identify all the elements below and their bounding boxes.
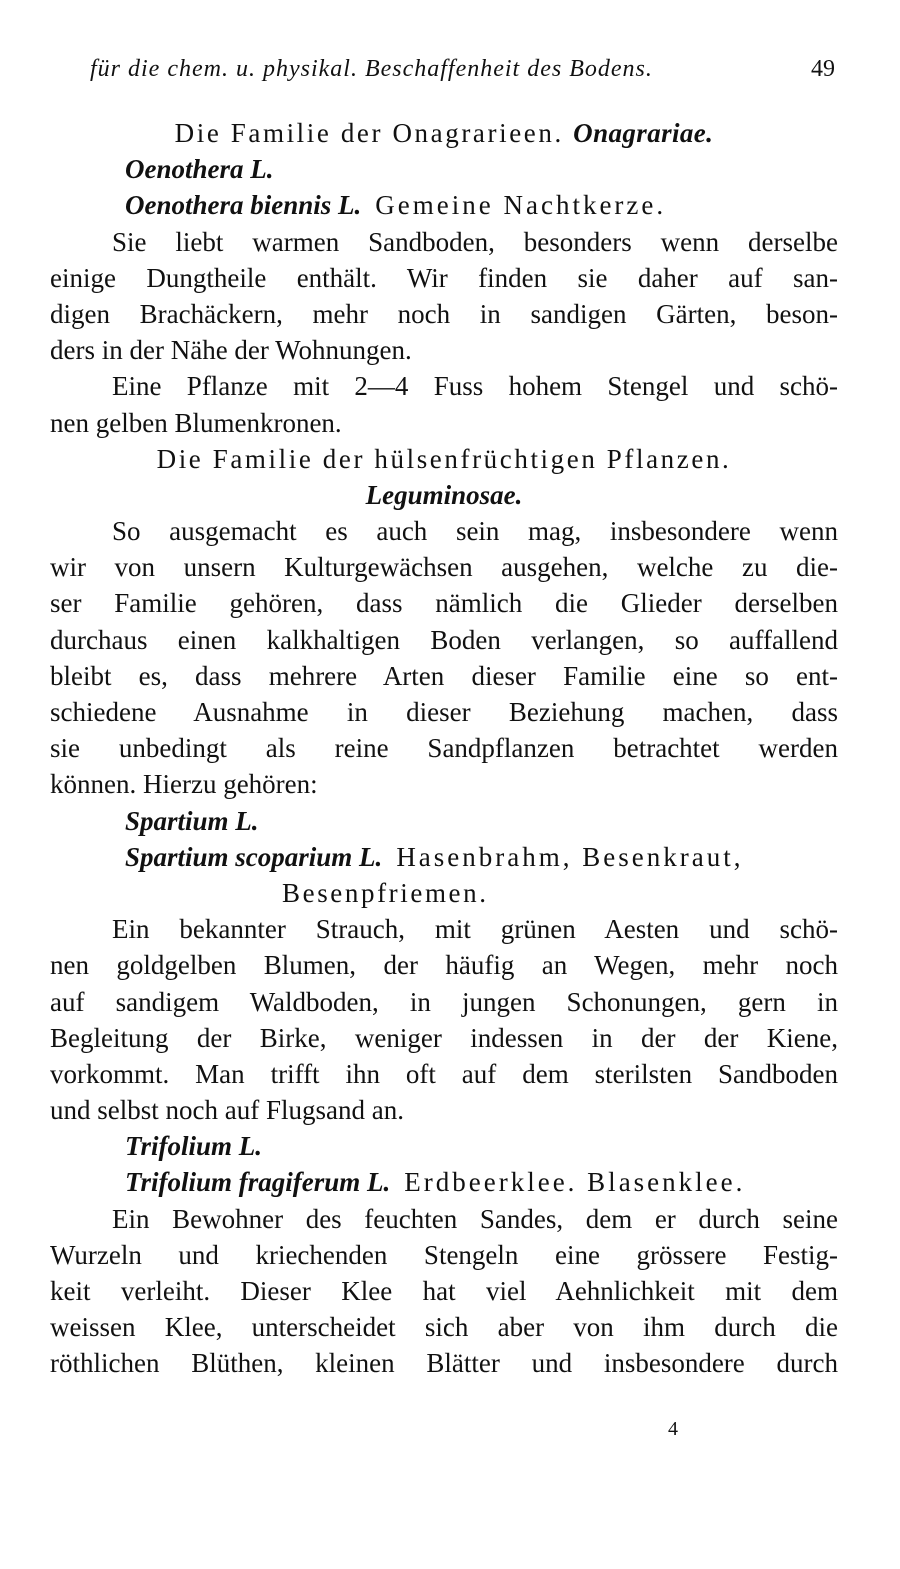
text-line: vorkommt. Man trifft ihn oft auf dem sterilsten Sandboden bbox=[50, 1058, 838, 1089]
text-line: Begleitung der Birke, weniger indessen in der der Kiene, bbox=[50, 1022, 838, 1053]
text-line: nen gelben Blumenkronen. bbox=[50, 407, 342, 438]
species-latin-name: Spartium scoparium L. bbox=[125, 841, 383, 872]
page-number: 49 bbox=[811, 56, 835, 82]
signature-mark: 4 bbox=[668, 1418, 678, 1440]
species-spartium-scoparium bbox=[50, 839, 838, 875]
text-line: können. Hierzu gehören: bbox=[50, 769, 318, 800]
body-text bbox=[50, 115, 838, 1382]
family-heading-onagrarieen bbox=[50, 115, 838, 151]
genus-trifolium: Trifolium L. bbox=[125, 1131, 263, 1162]
paragraph-spartium bbox=[50, 911, 838, 1128]
species-latin-name: Oenothera biennis L. bbox=[125, 190, 362, 221]
family-latin-name-leguminosae: Leguminosae. bbox=[365, 479, 523, 510]
text-line: Sie liebt warmen Sandboden, besonders wenn derselbe bbox=[112, 226, 838, 257]
text-line: Eine Pflanze mit 2—4 Fuss hohem Stengel und schö- bbox=[112, 371, 838, 402]
species-oenothera-biennis bbox=[50, 187, 838, 223]
paragraph-oenothera-habitat bbox=[50, 224, 838, 369]
species-trifolium-fragiferum bbox=[50, 1164, 838, 1200]
text-line: weissen Klee, unterscheidet sich aber von ihm durch die bbox=[50, 1312, 838, 1343]
species-common-name-continued: Besenpfriemen. bbox=[282, 877, 489, 908]
text-line: durchaus einen kalkhaltigen Boden verlangen, so auffallend bbox=[50, 624, 838, 655]
species-common-name: Hasenbrahm, Besenkraut, bbox=[396, 841, 744, 872]
text-line: auf sandigem Waldboden, in jungen Schonungen, gern in bbox=[50, 986, 838, 1017]
text-line: ser Familie gehören, dass nämlich die Glieder derselben bbox=[50, 588, 838, 619]
text-line: ders in der Nähe der Wohnungen. bbox=[50, 335, 412, 366]
text-line: einige Dungtheile enthält. Wir finden sie daher auf san- bbox=[50, 262, 838, 293]
text-line: Ein bekannter Strauch, mit grünen Aesten und schö- bbox=[112, 914, 838, 945]
text-line: nen goldgelben Blumen, der häufig an Wegen, mehr noch bbox=[50, 950, 838, 981]
paragraph-oenothera-description bbox=[50, 368, 838, 440]
text-line: bleibt es, dass mehrere Arten dieser Familie eine so ent- bbox=[50, 660, 838, 691]
text-line: schiedene Ausnahme in dieser Beziehung machen, dass bbox=[50, 697, 838, 727]
species-latin-name: Trifolium fragiferum L. bbox=[125, 1167, 391, 1198]
family-latin-name: Onagrariae. bbox=[573, 118, 714, 148]
genus-oenothera: Oenothera L. bbox=[125, 154, 274, 185]
genus-spartium: Spartium L. bbox=[125, 805, 259, 836]
text-line: digen Brachäckern, mehr noch in sandigen Gärten, beson- bbox=[50, 298, 838, 329]
text-line: sie unbedingt als reine Sandpflanzen betrachtet werden bbox=[50, 733, 838, 764]
text-line: und selbst noch auf Flugsand an. bbox=[50, 1095, 404, 1126]
text-line: keit verleiht. Dieser Klee hat viel Aehnlichkeit mit dem bbox=[50, 1276, 838, 1306]
family-heading-leguminosae: Die Familie der hülsenfrüchtigen Pflanzen. bbox=[156, 443, 732, 474]
text-line: Wurzeln und kriechenden Stengeln eine grössere Festig- bbox=[50, 1239, 838, 1270]
paragraph-leguminosae bbox=[50, 513, 838, 803]
family-heading-text: Die Familie der Onagrarieen. bbox=[174, 118, 564, 148]
text-line: wir von unsern Kulturgewächsen ausgehen, welche zu die- bbox=[50, 552, 838, 583]
species-common-name: Erdbeerklee. Blasenklee. bbox=[404, 1167, 746, 1198]
text-line: Ein Bewohner des feuchten Sandes, dem er durch seine bbox=[112, 1203, 838, 1234]
text-line: So ausgemacht es auch sein mag, insbesondere wenn bbox=[112, 516, 838, 547]
page-header bbox=[90, 56, 835, 96]
text-line: röthlichen Blüthen, kleinen Blätter und insbesondere durch bbox=[50, 1348, 838, 1379]
running-title: für die chem. u. physikal. Beschaffenheit des Bodens. bbox=[90, 56, 653, 82]
paragraph-trifolium bbox=[50, 1201, 838, 1382]
species-common-name: Gemeine Nachtkerze. bbox=[375, 190, 667, 221]
